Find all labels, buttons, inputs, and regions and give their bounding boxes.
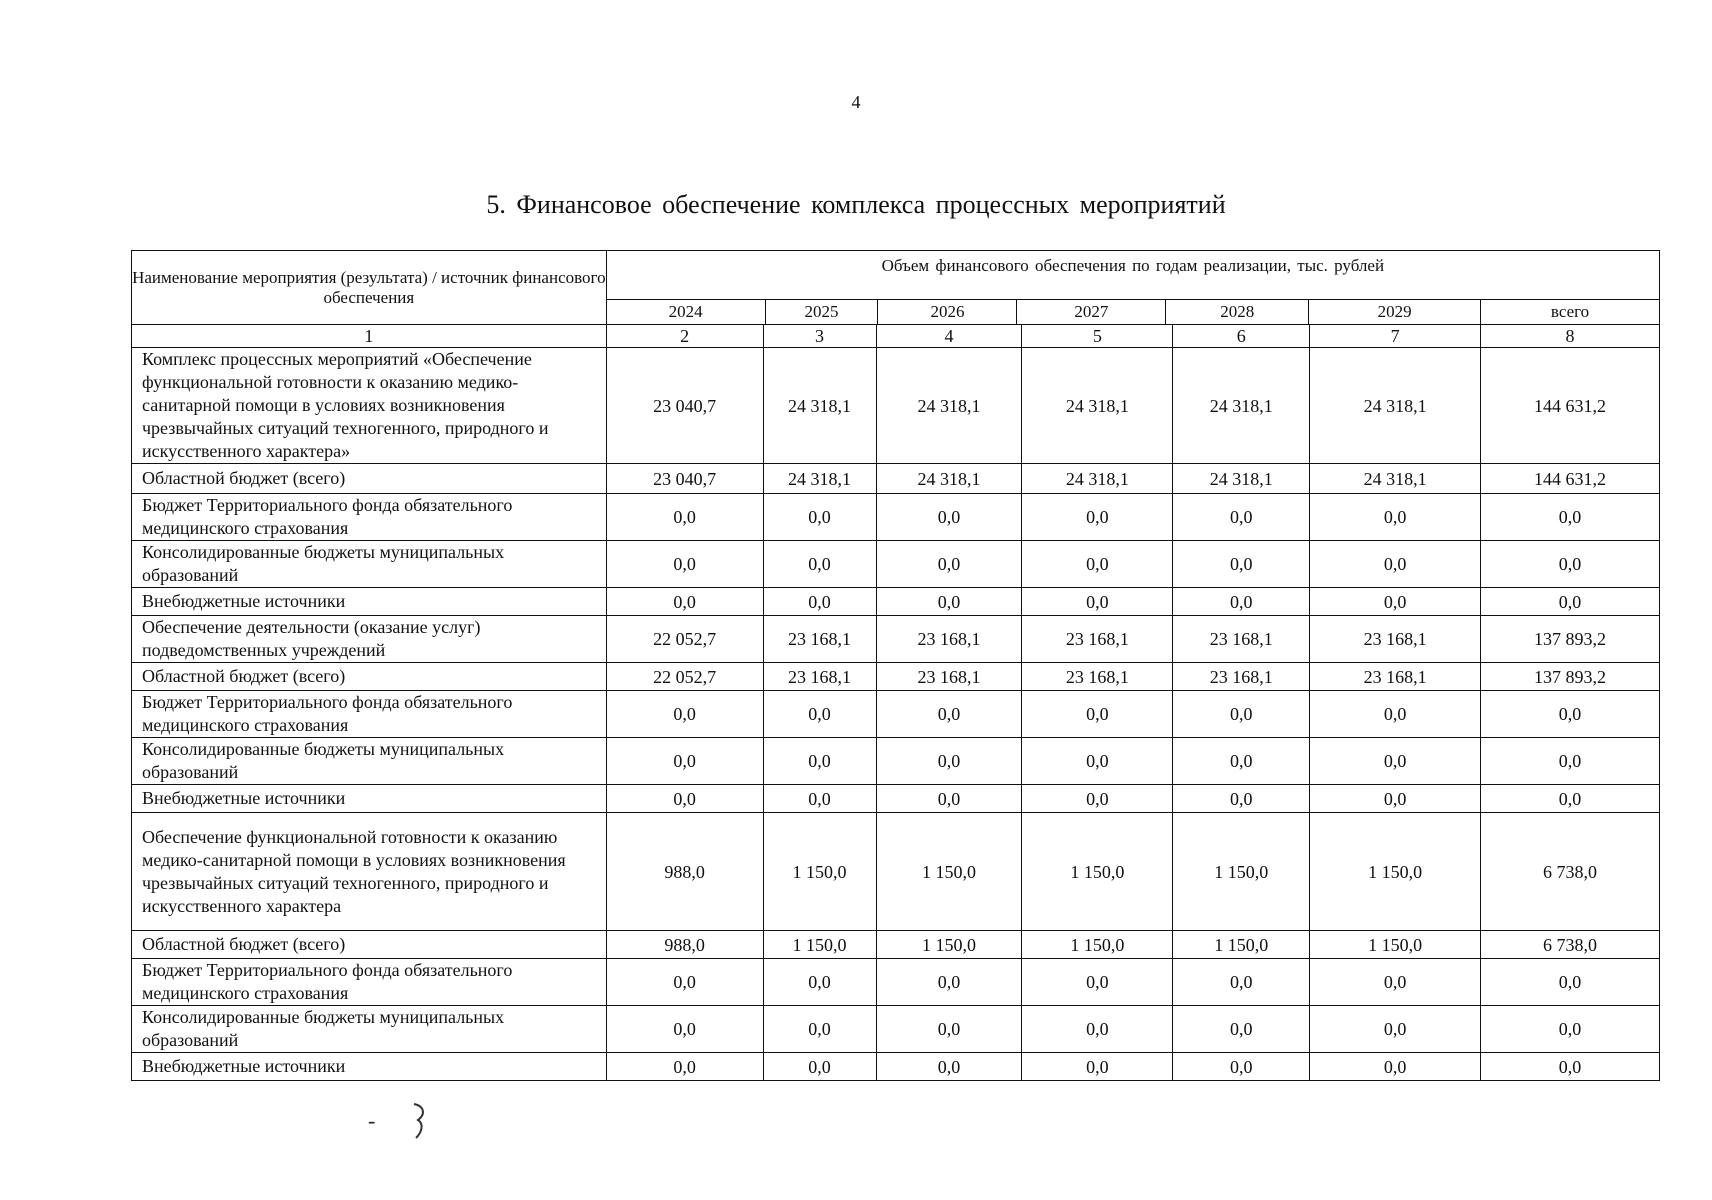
page-title: 5. Финансовое обеспечение комплекса процессных мероприятий: [486, 190, 1226, 219]
row-year-value: 0,0: [606, 588, 763, 616]
table-row: [132, 348, 1660, 464]
row-year-value: 0,0: [876, 541, 1022, 588]
row-year-value: 0,0: [606, 1053, 763, 1081]
row-year-value: 0,0: [1173, 1006, 1310, 1053]
row-year-value: 0,0: [876, 494, 1022, 541]
row-year-value: 23 168,1: [876, 663, 1022, 691]
table-row: [132, 464, 1660, 494]
row-year-value: 0,0: [763, 959, 876, 1006]
row-year-value: 0,0: [1022, 1006, 1173, 1053]
row-year-value: 0,0: [763, 691, 876, 738]
row-total-value: 0,0: [1481, 959, 1660, 1006]
row-name: Внебюджетные источники: [132, 588, 607, 616]
row-year-value: 24 318,1: [1310, 464, 1481, 494]
row-year-value: 1 150,0: [1022, 931, 1173, 959]
row-year-value: 0,0: [606, 1006, 763, 1053]
row-year-value: 0,0: [763, 494, 876, 541]
row-year-value: 0,0: [876, 738, 1022, 785]
column-number: 2: [606, 325, 763, 348]
row-year-value: 1 150,0: [763, 813, 876, 931]
row-year-value: 23 168,1: [1022, 663, 1173, 691]
row-year-value: 0,0: [1310, 494, 1481, 541]
row-year-value: 23 040,7: [606, 464, 763, 494]
row-year-value: 0,0: [606, 959, 763, 1006]
row-year-value: 24 318,1: [763, 464, 876, 494]
row-year-value: 24 318,1: [1022, 348, 1173, 464]
column-number: 4: [876, 325, 1022, 348]
row-name: Обеспечение деятельности (оказание услуг) подведомственных учреждений: [132, 616, 607, 663]
row-year-value: 0,0: [1022, 1053, 1173, 1081]
row-year-value: 23 168,1: [1173, 663, 1310, 691]
row-total-value: 144 631,2: [1481, 348, 1660, 464]
handwritten-mark: [410, 1100, 428, 1140]
row-year-value: 0,0: [1310, 691, 1481, 738]
row-year-value: 0,0: [606, 738, 763, 785]
column-number: 6: [1173, 325, 1310, 348]
header-year: 2025: [765, 300, 878, 325]
row-year-value: 23 168,1: [1173, 616, 1310, 663]
header-name-column: Наименование мероприятия (результата) / источник финансового обеспечения: [132, 251, 607, 325]
row-year-value: 23 168,1: [876, 616, 1022, 663]
column-number: 8: [1481, 325, 1660, 348]
row-year-value: 1 150,0: [1310, 931, 1481, 959]
column-number: 7: [1310, 325, 1481, 348]
row-year-value: 0,0: [1310, 959, 1481, 1006]
header-total: всего: [1481, 300, 1660, 325]
row-year-value: 24 318,1: [876, 464, 1022, 494]
header-volume-column: Объем финансового обеспечения по годам реализации, тыс. рублей: [606, 251, 1659, 300]
row-year-value: 0,0: [1310, 588, 1481, 616]
row-year-value: 0,0: [876, 691, 1022, 738]
table-header: [131, 250, 1660, 325]
row-year-value: 0,0: [763, 1053, 876, 1081]
row-year-value: 0,0: [1173, 494, 1310, 541]
row-year-value: 0,0: [763, 541, 876, 588]
row-name: Внебюджетные источники: [132, 1053, 607, 1081]
row-year-value: 24 318,1: [763, 348, 876, 464]
row-year-value: 23 168,1: [1310, 616, 1481, 663]
row-year-value: 22 052,7: [606, 663, 763, 691]
row-year-value: 24 318,1: [1173, 464, 1310, 494]
row-year-value: 1 150,0: [1173, 813, 1310, 931]
row-year-value: 1 150,0: [1310, 813, 1481, 931]
header-year: 2024: [606, 300, 765, 325]
row-year-value: 23 168,1: [763, 663, 876, 691]
column-number: 1: [132, 325, 607, 348]
row-total-value: 0,0: [1481, 785, 1660, 813]
row-year-value: 0,0: [763, 785, 876, 813]
table-row: [132, 1006, 1660, 1053]
row-year-value: 0,0: [1310, 541, 1481, 588]
row-year-value: 0,0: [1022, 541, 1173, 588]
row-name: Областной бюджет (всего): [132, 464, 607, 494]
row-year-value: 0,0: [1310, 738, 1481, 785]
table-row: [132, 691, 1660, 738]
row-year-value: 0,0: [1022, 738, 1173, 785]
row-total-value: 144 631,2: [1481, 464, 1660, 494]
row-year-value: 0,0: [1173, 959, 1310, 1006]
row-year-value: 24 318,1: [1310, 348, 1481, 464]
row-year-value: 23 168,1: [763, 616, 876, 663]
row-total-value: 6 738,0: [1481, 813, 1660, 931]
row-name: Обеспечение функциональной готовности к оказанию медико-санитарной помощи в условиях возникновения чрезвычайных ситуаций техногенного, природного и искусственного характера: [132, 813, 607, 931]
row-year-value: 0,0: [1310, 785, 1481, 813]
row-total-value: 137 893,2: [1481, 663, 1660, 691]
row-year-value: 1 150,0: [876, 813, 1022, 931]
row-year-value: 0,0: [763, 588, 876, 616]
row-name: Внебюджетные источники: [132, 785, 607, 813]
header-year: 2028: [1166, 300, 1309, 325]
row-name: Консолидированные бюджеты муниципальных образований: [132, 1006, 607, 1053]
row-year-value: 0,0: [1173, 1053, 1310, 1081]
row-year-value: 0,0: [763, 738, 876, 785]
table-row: [132, 663, 1660, 691]
row-name: Бюджет Территориального фонда обязательного медицинского страхования: [132, 494, 607, 541]
row-year-value: 1 150,0: [1022, 813, 1173, 931]
row-total-value: 0,0: [1481, 541, 1660, 588]
table-row: [132, 931, 1660, 959]
row-name: Областной бюджет (всего): [132, 663, 607, 691]
table-row: [132, 494, 1660, 541]
row-year-value: 0,0: [876, 785, 1022, 813]
table-row: [132, 616, 1660, 663]
row-year-value: 0,0: [876, 1053, 1022, 1081]
page-number: 4: [851, 92, 861, 112]
row-year-value: 23 168,1: [1310, 663, 1481, 691]
row-year-value: 0,0: [1022, 691, 1173, 738]
table-row: [132, 588, 1660, 616]
row-total-value: 0,0: [1481, 1053, 1660, 1081]
row-year-value: 0,0: [606, 691, 763, 738]
table-row: [132, 738, 1660, 785]
column-number: 3: [763, 325, 876, 348]
row-year-value: 0,0: [876, 959, 1022, 1006]
row-year-value: 0,0: [1173, 541, 1310, 588]
row-year-value: 1 150,0: [1173, 931, 1310, 959]
table-row: [132, 813, 1660, 931]
row-year-value: 23 040,7: [606, 348, 763, 464]
row-year-value: 0,0: [1022, 494, 1173, 541]
row-year-value: 24 318,1: [1173, 348, 1310, 464]
header-year: 2029: [1309, 300, 1481, 325]
table-row: [132, 959, 1660, 1006]
row-total-value: 0,0: [1481, 691, 1660, 738]
row-year-value: 0,0: [1173, 785, 1310, 813]
row-year-value: 0,0: [1173, 691, 1310, 738]
row-year-value: 0,0: [1310, 1006, 1481, 1053]
row-year-value: 0,0: [1022, 588, 1173, 616]
row-year-value: 0,0: [606, 785, 763, 813]
row-year-value: 24 318,1: [1022, 464, 1173, 494]
row-year-value: 0,0: [763, 1006, 876, 1053]
column-number: 5: [1022, 325, 1173, 348]
header-year: 2026: [878, 300, 1017, 325]
row-year-value: 0,0: [606, 494, 763, 541]
row-total-value: 0,0: [1481, 494, 1660, 541]
row-year-value: 988,0: [606, 813, 763, 931]
row-year-value: 23 168,1: [1022, 616, 1173, 663]
row-year-value: 0,0: [1022, 959, 1173, 1006]
row-total-value: 0,0: [1481, 588, 1660, 616]
row-year-value: 1 150,0: [876, 931, 1022, 959]
row-year-value: 0,0: [876, 588, 1022, 616]
row-year-value: 0,0: [606, 541, 763, 588]
finance-table: [131, 324, 1660, 1081]
footer-mark: -: [368, 1108, 376, 1133]
row-name: Областной бюджет (всего): [132, 931, 607, 959]
table-row: [132, 541, 1660, 588]
row-name: Консолидированные бюджеты муниципальных образований: [132, 738, 607, 785]
row-total-value: 0,0: [1481, 1006, 1660, 1053]
row-year-value: 0,0: [1173, 588, 1310, 616]
row-name: Бюджет Территориального фонда обязательного медицинского страхования: [132, 691, 607, 738]
row-year-value: 988,0: [606, 931, 763, 959]
row-total-value: 0,0: [1481, 738, 1660, 785]
row-year-value: 0,0: [1310, 1053, 1481, 1081]
row-year-value: 24 318,1: [876, 348, 1022, 464]
row-year-value: 0,0: [876, 1006, 1022, 1053]
row-year-value: 0,0: [1173, 738, 1310, 785]
row-year-value: 22 052,7: [606, 616, 763, 663]
row-year-value: 0,0: [1022, 785, 1173, 813]
row-total-value: 6 738,0: [1481, 931, 1660, 959]
header-year: 2027: [1017, 300, 1166, 325]
row-name: Бюджет Территориального фонда обязательного медицинского страхования: [132, 959, 607, 1006]
row-total-value: 137 893,2: [1481, 616, 1660, 663]
table-row: [132, 785, 1660, 813]
row-name: Комплекс процессных мероприятий «Обеспечение функциональной готовности к оказанию медико-санитарной помощи в условиях возникновения чрезвычайных ситуаций техногенного, природного и искусственного характера»: [132, 348, 607, 464]
row-name: Консолидированные бюджеты муниципальных образований: [132, 541, 607, 588]
column-number-row: [132, 325, 1660, 348]
table-row: [132, 1053, 1660, 1081]
row-year-value: 1 150,0: [763, 931, 876, 959]
